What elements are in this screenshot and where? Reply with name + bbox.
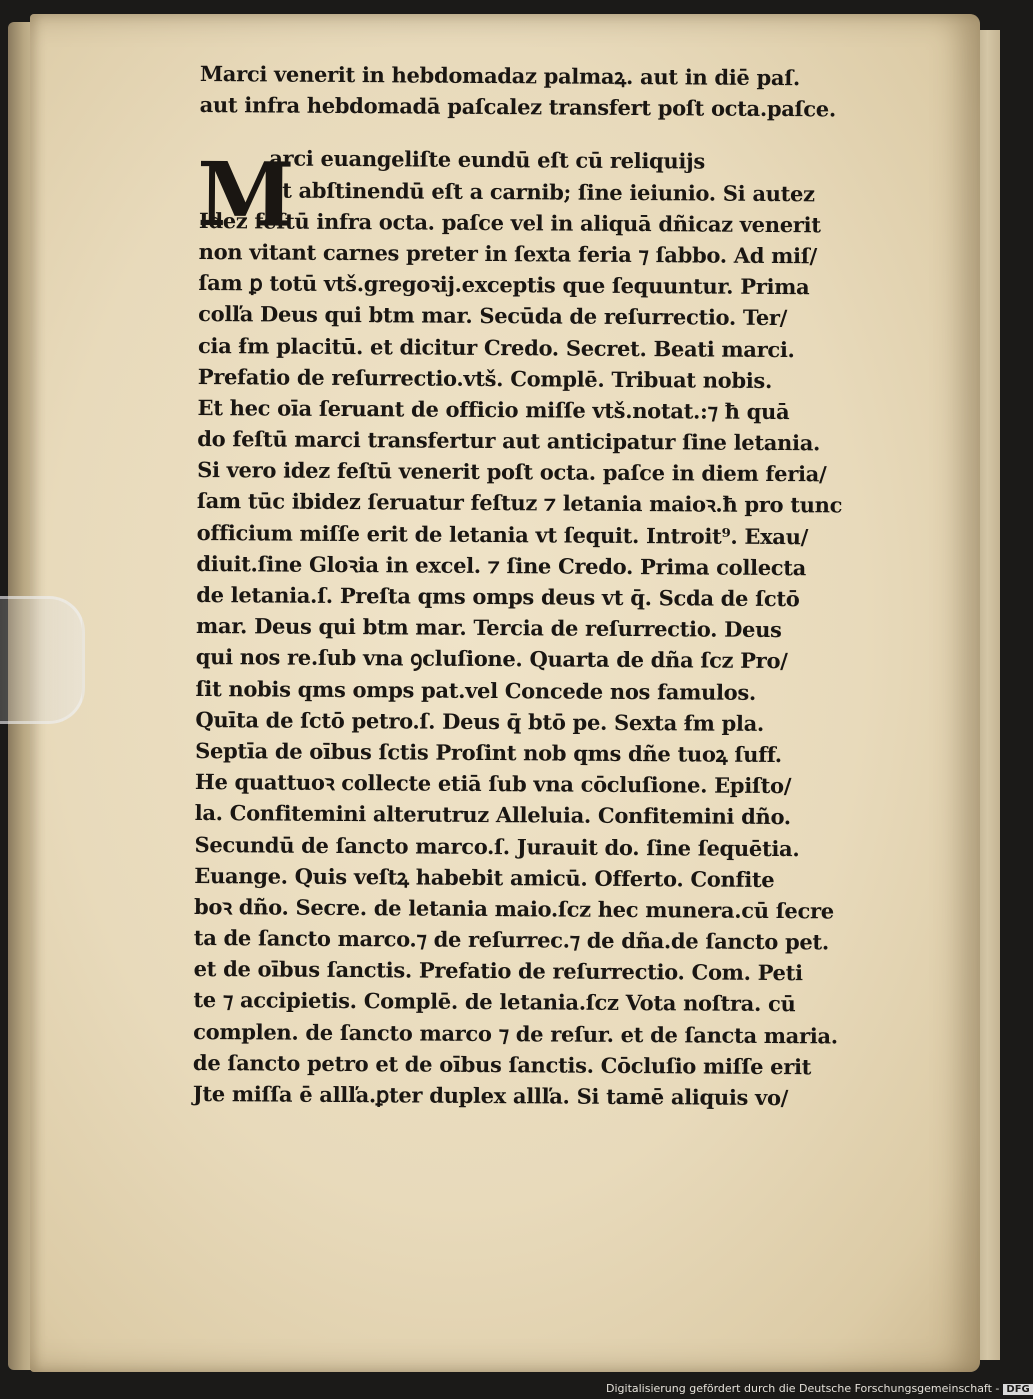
initial-letter: M: [196, 141, 295, 247]
body-line: qui nos re.ſub vna ꝯcluſione. Quarta de dña ſcz Pro/: [195, 644, 788, 674]
body-line: Si vero idez feſtū venerit poſt octa. paſce in diem feria/: [197, 457, 827, 487]
body-line: non vitant carnes preter in ſexta feria ⁊ ſabbo. Ad miſ/: [198, 238, 817, 269]
page-clip: [0, 596, 85, 724]
initial-line-2: et abſtinendū eſt a carnib; ſine ieiunio. Si autez: [268, 177, 815, 206]
body-line: mar. Deus qui btm mar. Tercia de reſurrectio. Deus: [195, 613, 782, 643]
dfg-logo: DFG: [1003, 1384, 1032, 1395]
header-line-2: aut infra hebdomadā paſcalez transfert poſt octa.paſce.: [199, 92, 836, 122]
body-line: te ⁊ accipietis. Complē. de letania.ſcz Vota noſtra. cū: [193, 987, 796, 1017]
body-line: la. Confitemini alterutruz Alleluia. Confitemini dño.: [194, 800, 791, 830]
initial-line-1: arci euangeliſte eundū eſt cū reliquijs: [269, 145, 706, 174]
body-line: He quattuoꝛ collecte etiā ſub vna cōcluſione. Epiſto/: [194, 769, 792, 799]
header-line-1: Marci venerit in hebdomadaz palmaꝝ. aut in diē paſ.: [199, 60, 801, 91]
body-line: boꝛ dño. Secre. de letania maio.ſcz hec munera.cū ſecre: [193, 893, 834, 924]
body-line: diuit.ſine Gloꝛia in excel. ⁊ ſine Credo. Prima collecta: [196, 550, 807, 581]
page-text: [193, 58, 945, 1114]
body-line: colľa Deus qui btm mar. Secūda de reſurrectio. Ter/: [198, 301, 788, 331]
body-line: Secundū de ſancto marco.ſ. Jurauit do. ſine ſequētia.: [194, 831, 800, 861]
body-line: Euange. Quis veſtꝝ habebit amicū. Offerto. Confite: [194, 862, 775, 892]
body-line: Quīta de ſctō petro.ſ. Deus q̄ btō pe. Sexta ẜm pla.: [195, 706, 765, 736]
body-line: Prefatio de reſurrectio.vtš. Complē. Tribuat nobis.: [197, 363, 773, 393]
body-line: ta de ſancto marco.⁊ de reſurrec.⁊ de dña.de ſancto pet.: [193, 925, 829, 955]
body-line: do feſtū marci transfertur aut anticipatur ſine letania.: [197, 426, 821, 456]
body-line: Septīa de oībus ſctis Proſint nob qms dñe tuoꝝ ſuff.: [195, 737, 782, 768]
body-line: ſit nobis qms omps pat.vel Concede nos famulos.: [195, 675, 757, 705]
digitization-credit: [606, 1382, 1033, 1395]
body-line: cia ẜm placitū. et dicitur Credo. Secret. Beati marci.: [197, 332, 795, 362]
body-line: de ſancto petro et de oībus ſanctis. Cōcluſio miſſe erit: [192, 1049, 812, 1080]
body-line: Jte miſſa ē allľa.ꝑter duplex allľa. Si tamē aliquis vo/: [192, 1080, 789, 1111]
body-line: complen. de ſancto marco ⁊ de reſur. et de ſancta maria.: [193, 1018, 838, 1049]
body-line: ſam tūc ibidez ſeruatur feſtuz ⁊ letania maioꝛ.ħ pro tunc: [196, 488, 843, 518]
body-line: et de oībus ſanctis. Prefatio de reſurrectio. Com. Peti: [193, 956, 803, 986]
body-line: Idez feſtū infra octa. paſce vel in aliquā dñicaz venerit: [198, 207, 821, 238]
credit-text: Digitalisierung gefördert durch die Deutsche Forschungsgemeinschaft -: [606, 1382, 1000, 1395]
body-line: de letania.ſ. Preſta qms omps deus vt q̄. Scda de ſctō: [196, 581, 800, 612]
body-line: officium miſſe erit de letania vt ſequit. Introit⁹. Exau/: [196, 519, 809, 549]
body-line: ſam ꝑ totū vtš.gregoꝛij.exceptis que ſequuntur. Prima: [198, 270, 810, 300]
body-line: Et hec oīa ſeruant de officio miſſe vtš.notat.:⁊ ħ quā: [197, 394, 790, 424]
